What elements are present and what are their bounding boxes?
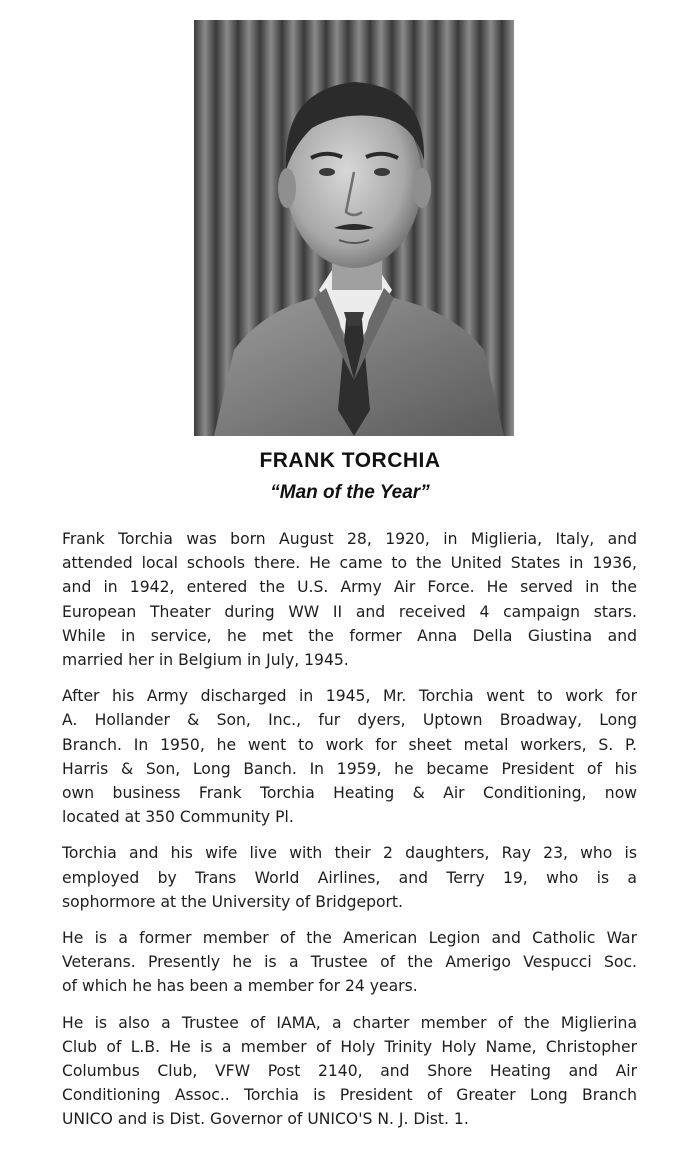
text-line: sophormore at the University of Bridgeport.: [62, 892, 404, 911]
text-line: Veterans. Presently he is a Trustee of the Amerigo Vespucci Soc.: [62, 953, 637, 972]
text-line: Club of L.B. He is a member of Holy Trinity Holy Name, Christopher: [62, 1037, 637, 1056]
text-line: attended local schools there. He came to the United States in 1936,: [62, 554, 637, 573]
text-line: He is a former member of the American Legion and Catholic War: [62, 929, 637, 948]
article-body: [62, 527, 637, 1144]
text-line: Harris & Son, Long Banch. In 1959, he became President of his: [62, 759, 637, 778]
paragraph-career: [62, 684, 637, 829]
paragraph-trustee: [62, 1011, 637, 1132]
paragraph-memberships: [62, 926, 637, 999]
text-line: While in service, he met the former Anna Della Giustina and: [62, 626, 637, 645]
text-line: Branch. In 1950, he went to work for sheet metal workers, S. P.: [62, 735, 637, 754]
text-line: located at 350 Community Pl.: [62, 808, 294, 827]
text-line: employed by Trans World Airlines, and Terry 19, who is a: [62, 868, 637, 887]
text-line: of which he has been a member for 24 years.: [62, 977, 418, 996]
text-line: and in 1942, entered the U.S. Army Air Force. He served in the: [62, 578, 637, 597]
text-line: married her in Belgium in July, 1945.: [62, 651, 349, 670]
text-line: He is also a Trustee of IAMA, a charter member of the Miglierina: [62, 1013, 637, 1032]
text-line: Conditioning Assoc.. Torchia is President of Greater Long Branch: [62, 1086, 637, 1105]
text-line: Columbus Club, VFW Post 2140, and Shore Heating and Air: [62, 1062, 637, 1081]
text-line: European Theater during WW II and received 4 campaign stars.: [62, 602, 637, 621]
page-subtitle: “Man of the Year”: [270, 482, 430, 503]
text-line: After his Army discharged in 1945, Mr. Torchia went to work for: [62, 687, 637, 706]
text-line: own business Frank Torchia Heating & Air Conditioning, now: [62, 784, 637, 803]
text-line: UNICO and is Dist. Governor of UNICO'S N. J. Dist. 1.: [62, 1110, 469, 1129]
text-line: Torchia and his wife live with their 2 daughters, Ray 23, who is: [62, 844, 637, 863]
paragraph-family: [62, 841, 637, 914]
text-line: Frank Torchia was born August 28, 1920, in Miglieria, Italy, and: [62, 530, 637, 548]
text-line: A. Hollander & Son, Inc., fur dyers, Uptown Broadway, Long: [62, 711, 637, 730]
paragraph-birth: [62, 527, 637, 672]
portrait-photo: [194, 20, 514, 436]
page-title: FRANK TORCHIA: [259, 449, 441, 472]
